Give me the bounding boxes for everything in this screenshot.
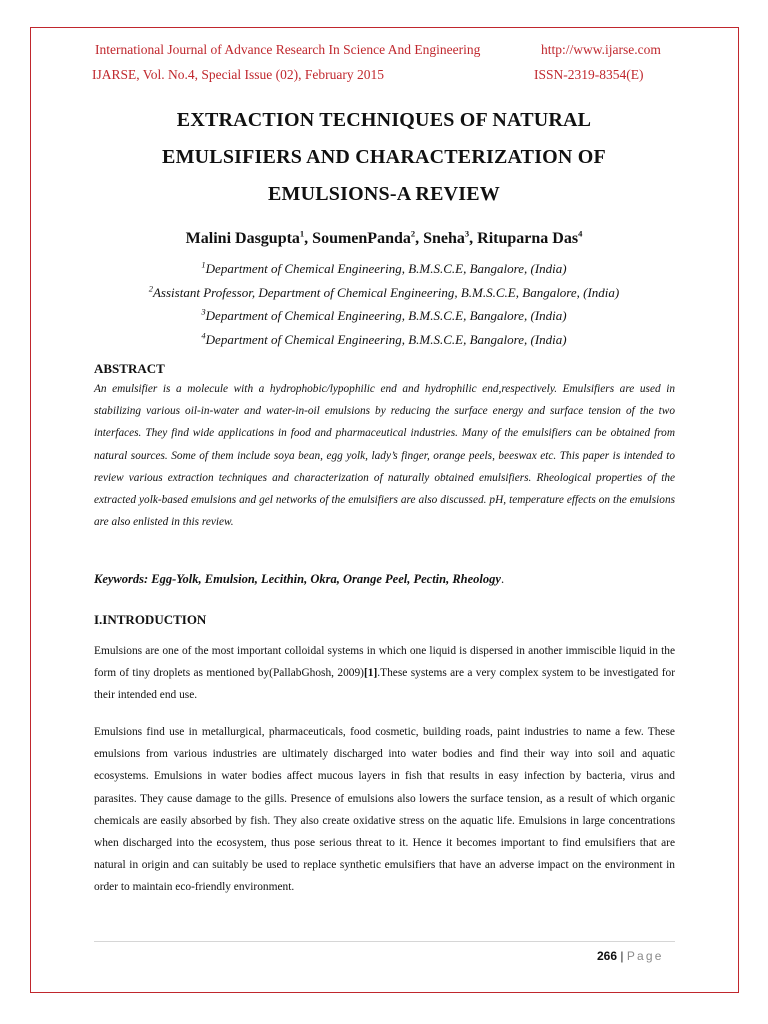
page-footer <box>597 949 664 963</box>
affiliation-marker: 3 <box>201 306 206 317</box>
affiliation <box>60 332 708 348</box>
affiliation-marker: 1 <box>201 259 206 270</box>
affiliation-text: Department of Chemical Engineering, B.M.S.C.E, Bangalore, (India) <box>205 308 567 323</box>
introduction-paragraph-1 <box>94 640 675 707</box>
keywords <box>94 572 504 587</box>
issn: ISSN-2319-8354(E) <box>534 67 644 82</box>
author-separator: , <box>415 230 424 247</box>
paper-title-line-1: EXTRACTION TECHNIQUES OF NATURAL <box>176 109 592 131</box>
introduction-heading: I.INTRODUCTION <box>94 612 207 627</box>
citation-ref[interactable]: [1] <box>363 667 378 680</box>
affiliation-text: Department of Chemical Engineering, B.M.S.C.E, Bangalore, (India) <box>205 332 567 347</box>
affiliation <box>60 261 708 277</box>
journal-url[interactable]: http://www.ijarse.com <box>541 42 661 57</box>
journal-name: International Journal of Advance Research In Science And Engineering <box>95 42 481 57</box>
keywords-list: Egg-Yolk, Emulsion, Lecithin, Okra, Orange Peel, Pectin, Rheology <box>151 572 501 586</box>
paper-title-line-2: EMULSIFIERS AND CHARACTERIZATION OF <box>162 146 606 168</box>
footer-divider <box>94 941 675 942</box>
author-marker: 2 <box>410 228 416 239</box>
author-name: Rituparna Das <box>477 230 579 247</box>
issue-info: IJARSE, Vol. No.4, Special Issue (02), February 2015 <box>92 67 384 82</box>
introduction-paragraph-2: Emulsions find use in metallurgical, pharmaceuticals, food cosmetic, building roads, paint industries to name a few. These emulsions from various industries are ultimately discharged into water bodies and find their way into soil and aquatic ecosystems. Emulsions in water bodies affect mucous layers in fish that results in easy infection by bacteria, virus and parasites. They cause damage to the gills. Presence of emulsions also lowers the surface tension, as a result of which organic chemicals are easily absorbed by fish. They also create oxidative stress on the aquatic life. Emulsions in large concentrations when discharged into the ecosystem, thus pose serious threat to it. Hence it becomes important to find emulsifiers that are natural in origin and can suitably be used to replace synthetic emulsifiers that have an adverse impact on the environment in order to maintain eco-friendly environment. <box>94 726 675 894</box>
author-marker: 3 <box>464 228 470 239</box>
affiliation-text: Assistant Professor, Department of Chemical Engineering, B.M.S.C.E, Bangalore, (India) <box>152 285 620 300</box>
page-separator: | <box>617 949 627 963</box>
author-separator: , <box>469 230 478 247</box>
paper-title-line-3: EMULSIONS-A REVIEW <box>268 183 500 205</box>
affiliation-marker: 2 <box>148 283 153 294</box>
keywords-colon: : <box>144 572 152 586</box>
author-marker: 4 <box>578 228 583 239</box>
page-label: Page <box>626 949 664 963</box>
keywords-label: Keywords <box>94 572 144 586</box>
author-name: Sneha <box>423 230 465 247</box>
affiliation <box>60 285 708 301</box>
author-name: SoumenPanda <box>312 230 411 247</box>
affiliation-marker: 4 <box>201 330 206 341</box>
author-marker: 1 <box>299 228 305 239</box>
abstract-heading: ABSTRACT <box>94 361 165 376</box>
abstract-body: An emulsifier is a molecule with a hydrophobic/lypophilic end and hydrophilic end,respectively. Emulsifiers are used in stabilizing various oil-in-water and water-in-oil emulsions by reducing the surface energy and surface tension of the two interfaces. They find wide applications in food and pharmaceutical industries. Many of the emulsifiers can be obtained from natural sources. Some of them include soya bean, egg yolk, lady’s finger, orange peels, beeswax etc. This paper is intended to review various extraction techniques and characterization of naturally obtained emulsifiers. Rheological properties of the extracted yolk-based emulsions and gel networks of the emulsifiers are also discussed. pH, temperature effects on the emulsions are also enlisted in this review. <box>94 383 675 529</box>
paragraph-text: .These systems are a very complex system to be investigated for their intended end use. <box>94 667 676 702</box>
page-number: 266 <box>597 949 618 963</box>
paragraph-text: Emulsions are one of the most important colloidal systems in which one liquid is dispersed in another immiscible liquid in the form of tiny droplets as mentioned by(PallabGhosh, 2009) <box>94 645 675 680</box>
author-separator: , <box>304 230 313 247</box>
affiliation-text: Department of Chemical Engineering, B.M.S.C.E, Bangalore, (India) <box>205 261 567 276</box>
keywords-end: . <box>500 572 505 586</box>
author-list <box>60 230 708 248</box>
affiliation <box>60 308 708 324</box>
author-name: Malini Dasgupta <box>185 230 300 247</box>
